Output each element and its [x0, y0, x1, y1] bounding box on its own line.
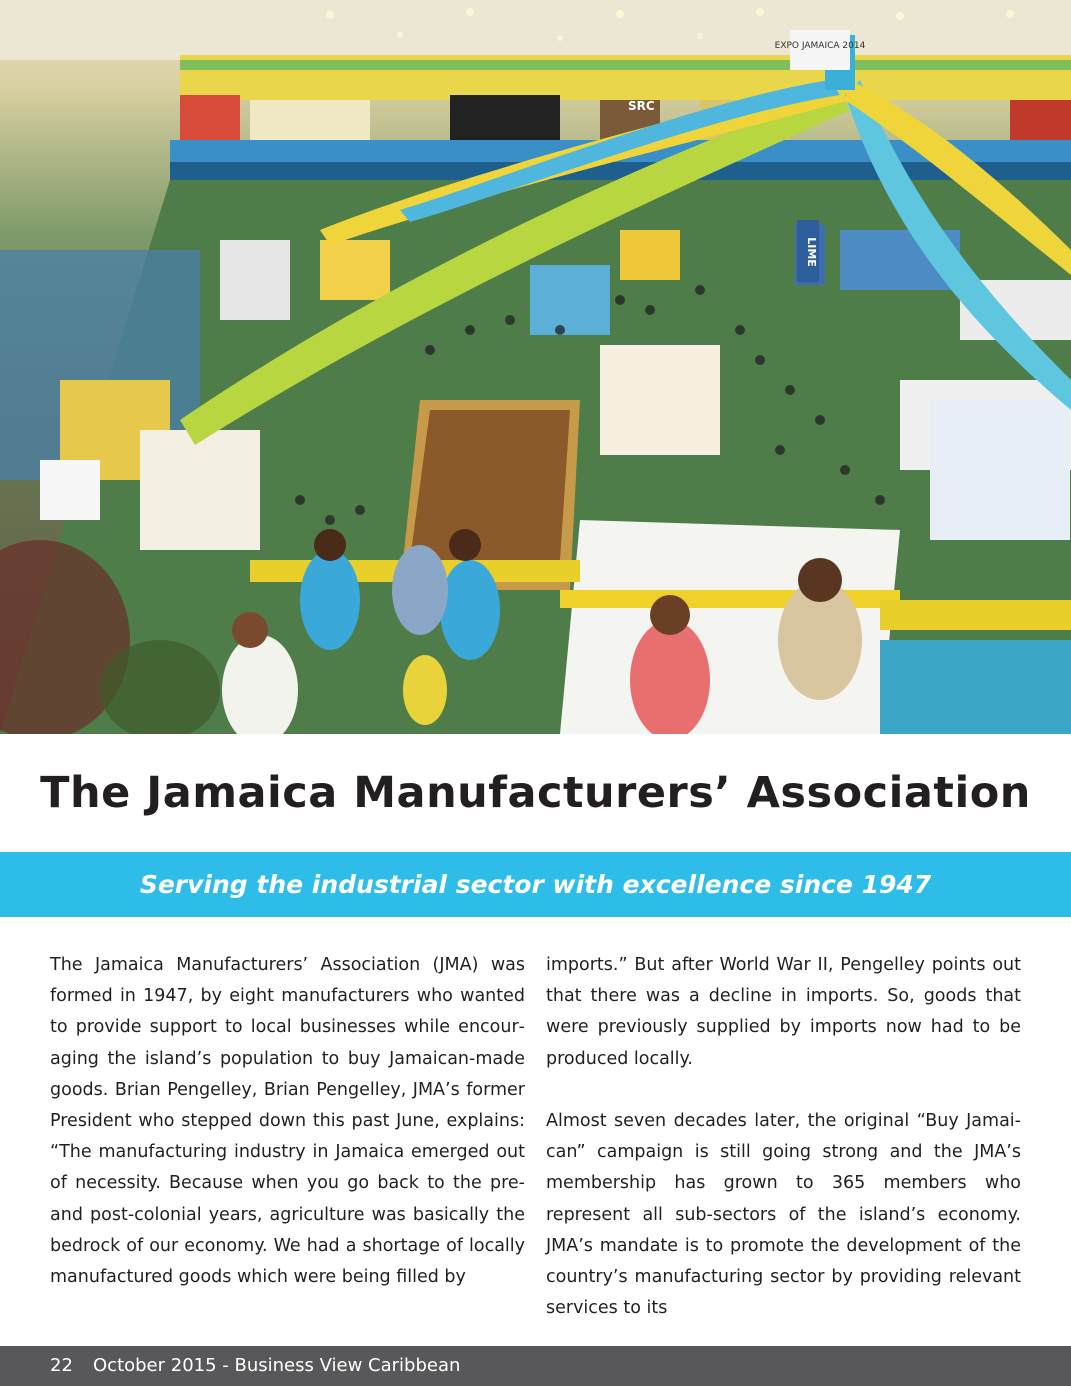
expo-sign: EXPO JAMAICA 2014 [774, 41, 866, 51]
paragraph: imports.” But after World War II, Pengelley points out that there was a decline in imports. So, goods that were previously supplied by imports now had to be produced locally. [546, 955, 1021, 1069]
lime-sign: LIME [805, 237, 818, 267]
article-column-left [50, 950, 525, 1324]
page-number: 22 [50, 1355, 73, 1376]
paragraph: The Jamaica Manufacturers’ Association (JMA) was formed in 1947, by eight manufacturers who wanted to provide support to local businesses while encouraging the island’s population to buy Jamaican-made goods. Brian Pengelley, Brian Pengelley, JMA’s former President who stepped down this past June, explains: “The manufacturing industry in Jamaica emerged out of necessity. Because when you go back to the pre- and post-colonial years, agriculture was basically the bedrock of our economy. We had a shortage of locally manufactured goods which were being filled by [50, 955, 525, 1288]
page-footer [0, 1346, 1071, 1386]
src-sign: SRC [628, 99, 655, 113]
article-subtitle: Serving the industrial sector with excellence since 1947 [139, 870, 932, 899]
subtitle-band [0, 852, 1071, 917]
publication-info: October 2015 - Business View Caribbean [93, 1355, 461, 1376]
article-column-right [546, 950, 1021, 1356]
article-title: The Jamaica Manufacturers’ Association [40, 768, 1031, 818]
paragraph: Almost seven decades later, the original “Buy Jamaican” campaign is still going strong and the JMA’s membership has grown to 365 members who represent all sub-sectors of the island’s economy. JMA’s mandate is to promote the development of the country’s manufacturing sector by providing relevant services to its [546, 1111, 1021, 1319]
